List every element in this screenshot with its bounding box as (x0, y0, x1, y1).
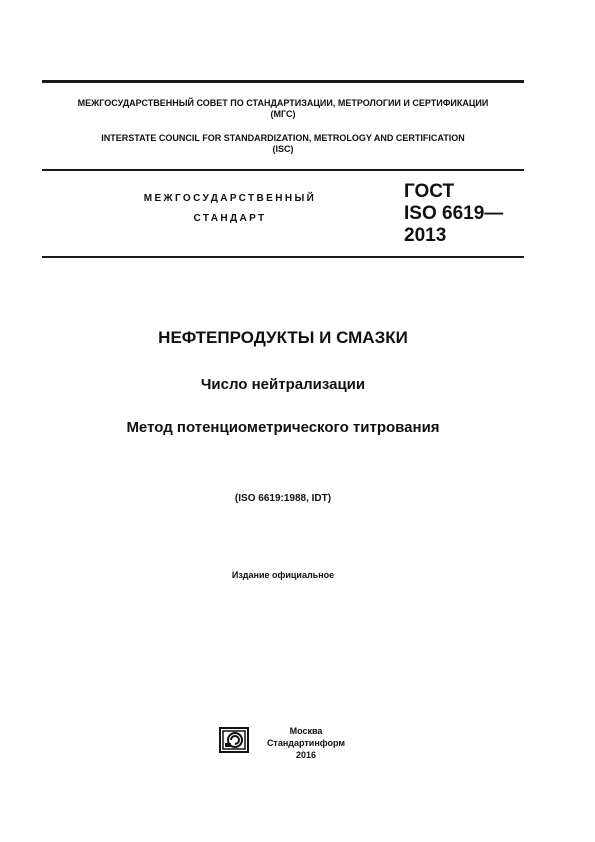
standard-kind-line1: МЕЖГОСУДАРСТВЕННЫЙ (143, 193, 317, 204)
council-en-name: INTERSTATE COUNCIL FOR STANDARDIZATION, METROLOGY AND CERTIFICATION (101, 133, 465, 143)
iso-reference: (ISO 6619:1988, IDT) (234, 493, 332, 504)
document-title: НЕФТЕПРОДУКТЫ И СМАЗКИ (158, 328, 408, 347)
council-ru (42, 98, 524, 120)
publisher-city: Москва (289, 726, 323, 736)
standartinform-logo-icon (219, 727, 249, 753)
publisher-name: Стандартинформ (266, 738, 346, 748)
council-en (42, 133, 524, 155)
gost-designation (404, 181, 503, 247)
standard-kind-line2: СТАНДАРТ (193, 213, 267, 224)
designation-rule (42, 256, 524, 258)
document-subtitle-1: Число нейтрализации (200, 376, 366, 393)
publisher-year: 2016 (295, 750, 317, 760)
top-rule (42, 80, 524, 83)
gost-number: ISO 6619— (404, 203, 504, 224)
council-rule (42, 169, 524, 171)
gost-year: 2013 (404, 225, 447, 246)
document-subtitle-2: Метод потенциометрического титрования (126, 419, 440, 436)
edition-note: Издание официальное (231, 570, 335, 580)
council-en-abbr: (ISC) (272, 144, 294, 154)
council-ru-abbr: (МГС) (270, 109, 296, 119)
gost-label: ГОСТ (404, 181, 455, 202)
council-ru-name: МЕЖГОСУДАРСТВЕННЫЙ СОВЕТ ПО СТАНДАРТИЗАЦИИ, МЕТРОЛОГИИ И СЕРТИФИКАЦИИ (77, 98, 489, 108)
